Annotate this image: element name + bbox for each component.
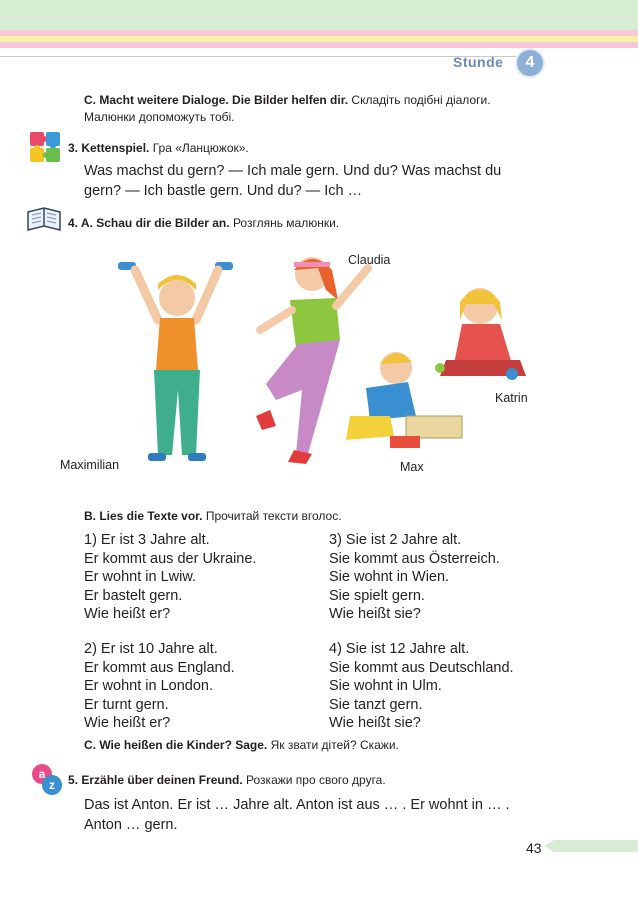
section-b-title: B. Lies die Texte vor.: [84, 509, 203, 523]
text-3-line: Sie wohnt in Wien.: [329, 569, 450, 585]
task-3-line-1: Was machst du gern? — Ich male gern. Und du? Was machst du: [84, 163, 502, 179]
az-balls-icon: [30, 762, 64, 796]
text-3-line: Sie kommt aus Österreich.: [329, 550, 500, 567]
name-label-claudia: Claudia: [348, 253, 391, 267]
stunde-label: Stunde: [453, 54, 504, 70]
text-block-4: [329, 640, 514, 733]
text-block-3: [329, 531, 500, 624]
text-1-line: Wie heißt er?: [84, 606, 171, 622]
text-2-line: Er kommt aus England.: [84, 659, 235, 676]
katrin-figure: [435, 288, 526, 380]
task-3-heading: [68, 140, 249, 157]
name-label-katrin: Katrin: [495, 391, 528, 405]
text-3-line: 3) Sie ist 2 Jahre alt.: [329, 532, 462, 548]
maximilian-figure: [118, 262, 233, 461]
task-3-title: 3. Kettenspiel.: [68, 141, 150, 155]
section-c-translation-line2: Малюнки допоможуть тобі.: [84, 110, 235, 124]
text-4-line: 4) Sie ist 12 Jahre alt.: [329, 641, 470, 657]
text-2-line: Er turnt gern.: [84, 696, 169, 713]
task-4-translation: Розглянь малюнки.: [229, 216, 340, 230]
task-3-line-2: gern? — Ich bastle gern. Und du? — Ich …: [84, 183, 363, 199]
section-c2-heading: [84, 737, 399, 754]
text-2-line: Wie heißt er?: [84, 715, 171, 731]
page-arrow-icon: [544, 839, 638, 853]
lesson-header: [445, 48, 555, 76]
section-c2-title: C. Wie heißen die Kinder? Sage.: [84, 738, 268, 752]
task-5-translation: Розкажи про свого друга.: [242, 773, 386, 787]
task-3-dialogue: [84, 161, 554, 201]
task-5-heading: [68, 772, 386, 789]
book-icon: [24, 204, 64, 234]
name-label-maximilian: Maximilian: [60, 458, 120, 472]
text-block-1: [84, 531, 256, 624]
task-5-line-2: Anton … gern.: [84, 817, 178, 833]
task-4-heading: [68, 215, 339, 232]
text-1-line: Er wohnt in Lwiw.: [84, 569, 197, 585]
children-illustration: [50, 240, 550, 490]
illustration-drawing: [50, 240, 550, 490]
text-3-line: Wie heißt sie?: [329, 606, 421, 622]
text-block-2: [84, 640, 235, 733]
section-c-title: C. Macht weitere Dialoge. Die Bilder helfen dir.: [84, 93, 349, 107]
name-label-max: Max: [400, 460, 424, 474]
section-c-instruction: [84, 92, 564, 126]
task-5-line-1: Das ist Anton. Er ist … Jahre alt. Anton ist aus … . Er wohnt in … .: [84, 797, 510, 813]
header-rule: [0, 56, 520, 57]
section-c2-translation: Як звати дітей? Скажи.: [267, 738, 399, 752]
text-2-line: Er wohnt in London.: [84, 678, 213, 694]
text-3-line: Sie spielt gern.: [329, 587, 425, 604]
header-band-green: [0, 0, 638, 30]
text-4-line: Sie wohnt in Ulm.: [329, 678, 442, 694]
task-4-title: 4. A. Schau dir die Bilder an.: [68, 216, 230, 230]
text-1-line: Er bastelt gern.: [84, 587, 183, 604]
task-5-text: [84, 795, 564, 835]
section-b-translation: Прочитай тексти вголос.: [202, 509, 342, 523]
text-4-line: Sie tanzt gern.: [329, 696, 423, 713]
text-4-line: Wie heißt sie?: [329, 715, 421, 731]
task-5-title: 5. Erzähle über deinen Freund.: [68, 773, 243, 787]
text-4-line: Sie kommt aus Deutschland.: [329, 659, 514, 676]
text-1-line: Er kommt aus der Ukraine.: [84, 550, 257, 567]
lesson-number-badge: 4: [515, 48, 545, 78]
text-1-line: 1) Er ist 3 Jahre alt.: [84, 532, 210, 548]
svg-text:a: a: [38, 767, 46, 781]
section-c-translation: Складіть подібні діалоги.: [348, 93, 491, 107]
svg-text:z: z: [49, 778, 55, 792]
page-number: 43: [526, 840, 542, 856]
section-b-heading: [84, 508, 342, 525]
text-2-line: 2) Er ist 10 Jahre alt.: [84, 641, 218, 657]
puzzle-icon: [28, 130, 64, 164]
task-3-translation: Гра «Ланцюжок».: [149, 141, 249, 155]
